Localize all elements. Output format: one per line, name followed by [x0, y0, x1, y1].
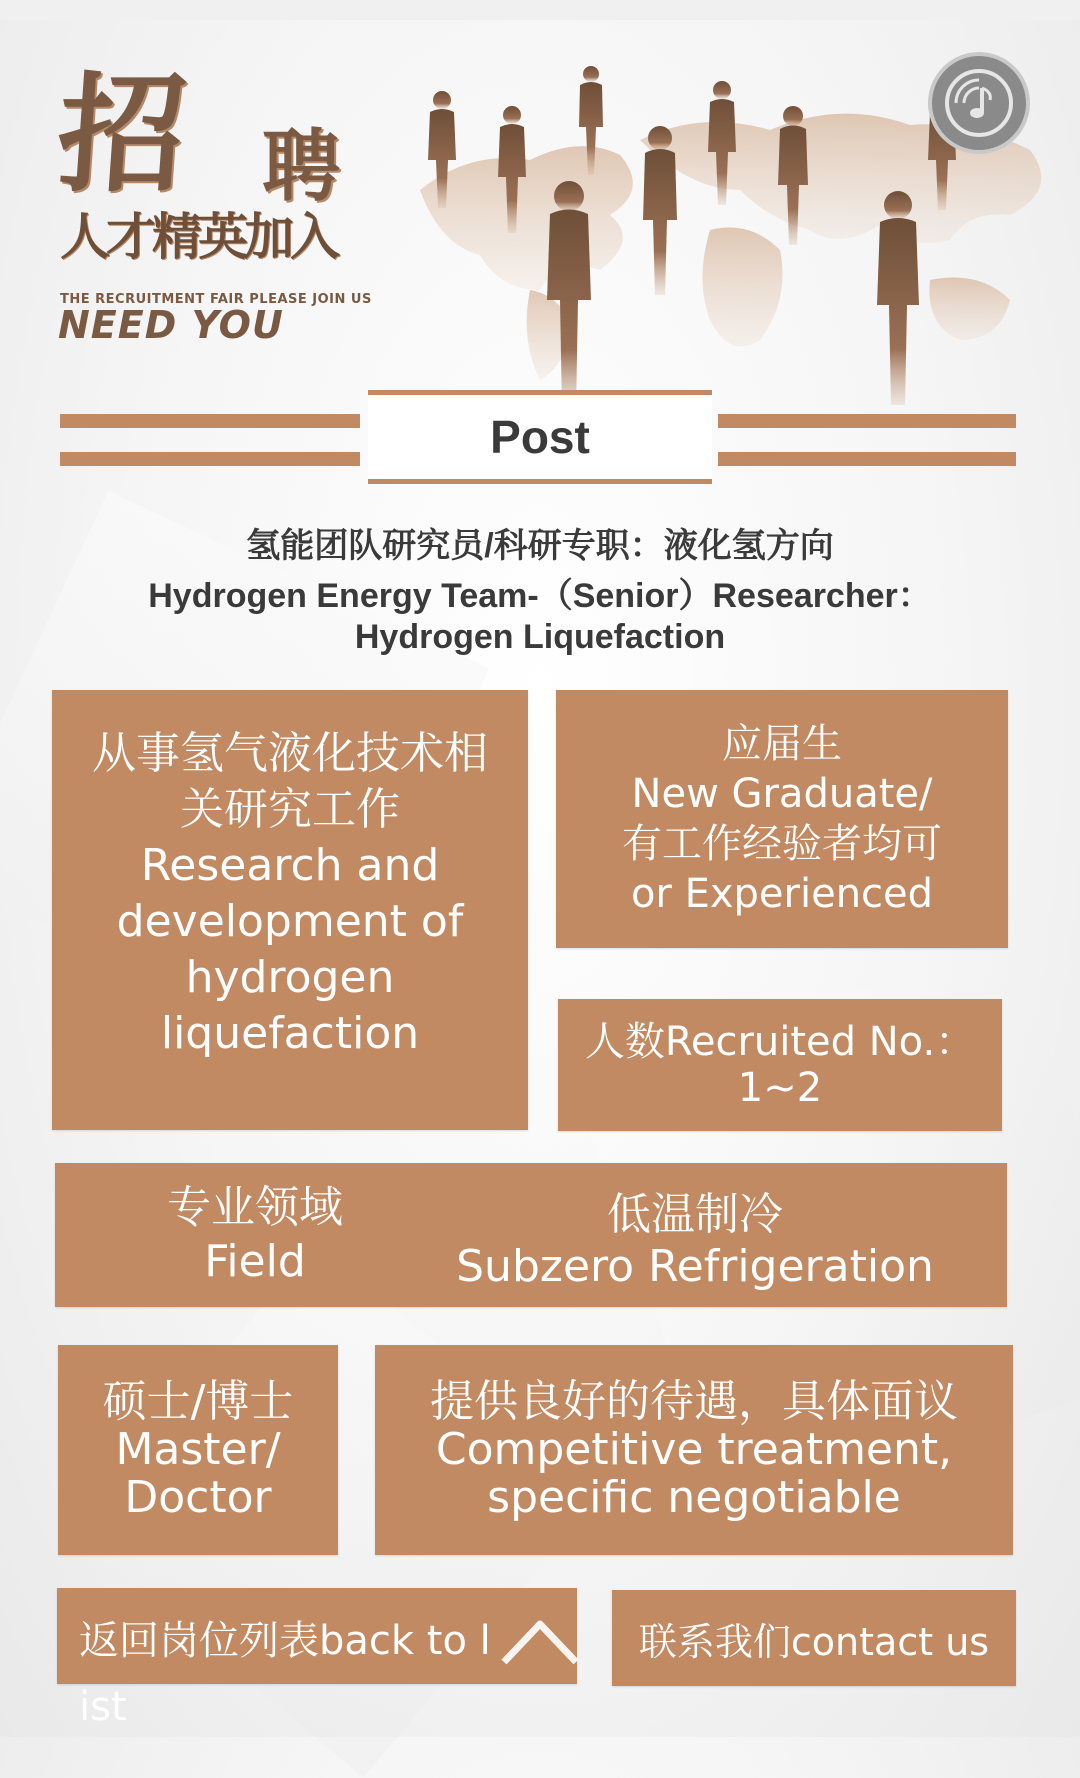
- treatment-en-line1: Competitive treatment,: [435, 1424, 953, 1475]
- music-note-icon: [942, 66, 1016, 140]
- field-label: [105, 1181, 405, 1289]
- degree-en-line2: Doctor: [124, 1472, 272, 1523]
- title-divider-left-bottom: [60, 452, 360, 466]
- recruited-value: 1~2: [737, 1065, 823, 1111]
- degree-tile: [58, 1345, 338, 1555]
- experience-tile: [556, 690, 1008, 948]
- field-value-en: Subzero Refrigeration: [456, 1241, 934, 1292]
- top-bar: [0, 0, 1080, 20]
- title-divider-right-bottom: [718, 452, 1016, 466]
- recruited-tile: [558, 999, 1002, 1131]
- logo-need-you: NEED YOU: [58, 303, 284, 347]
- logo-subtitle: 人才精英加入: [60, 208, 336, 266]
- contact-us-label: 联系我们contact us: [638, 1619, 990, 1664]
- duties-en-line3: hydrogen: [185, 952, 395, 1003]
- duties-tile: [52, 690, 528, 1130]
- degree-cn: 硕士/博士: [102, 1376, 294, 1427]
- field-value-cn: 低温制冷: [607, 1189, 783, 1240]
- post-title-en-line2: Hydrogen Liquefaction: [354, 618, 726, 656]
- field-label-cn: 专业领域: [167, 1182, 343, 1233]
- treatment-tile: [375, 1345, 1013, 1555]
- chevron-up-icon[interactable]: [498, 1610, 582, 1670]
- post-title-cn: 氢能团队研究员/科研专职：液化氢方向: [246, 527, 834, 565]
- logo-tagline: THE RECRUITMENT FAIR PLEASE JOIN US: [60, 292, 372, 307]
- experience-cn-line1: 应届生: [722, 721, 842, 767]
- section-title-box: [368, 390, 712, 484]
- duties-en-line4: liquefaction: [160, 1008, 420, 1059]
- title-divider-right-top: [718, 414, 1016, 428]
- treatment-en-line2: specific negotiable: [487, 1472, 901, 1523]
- contact-us-button[interactable]: [612, 1590, 1016, 1686]
- music-toggle-button[interactable]: [928, 52, 1030, 154]
- duties-en-line2: development of: [116, 896, 464, 947]
- back-to-list-label: 返回岗位列表back to list: [79, 1618, 491, 1730]
- degree-en-line1: Master/: [115, 1424, 281, 1475]
- field-label-en: Field: [204, 1236, 306, 1287]
- post-title-en-line1: Hydrogen Energy Team-（Senior）Researcher：: [148, 577, 932, 615]
- treatment-cn: 提供良好的待遇，具体面议: [430, 1376, 958, 1427]
- duties-en-line1: Research and: [140, 840, 440, 891]
- experience-cn-line2: 有工作经验者均可: [622, 821, 942, 867]
- duties-cn-line1: 从事氢气液化技术相: [92, 728, 488, 779]
- logo-pin-character: 聘: [262, 122, 338, 212]
- experience-en-line2: or Experienced: [630, 871, 934, 917]
- section-title: Post: [490, 411, 590, 463]
- field-value: [415, 1189, 975, 1293]
- title-divider-left-top: [60, 414, 360, 428]
- duties-cn-line2: 关研究工作: [180, 784, 400, 835]
- field-tile: [55, 1163, 1007, 1307]
- recruited-label: 人数Recruited No.：: [584, 1019, 976, 1065]
- logo-main-character: 招: [52, 61, 186, 210]
- experience-en-line1: New Graduate/: [631, 771, 933, 817]
